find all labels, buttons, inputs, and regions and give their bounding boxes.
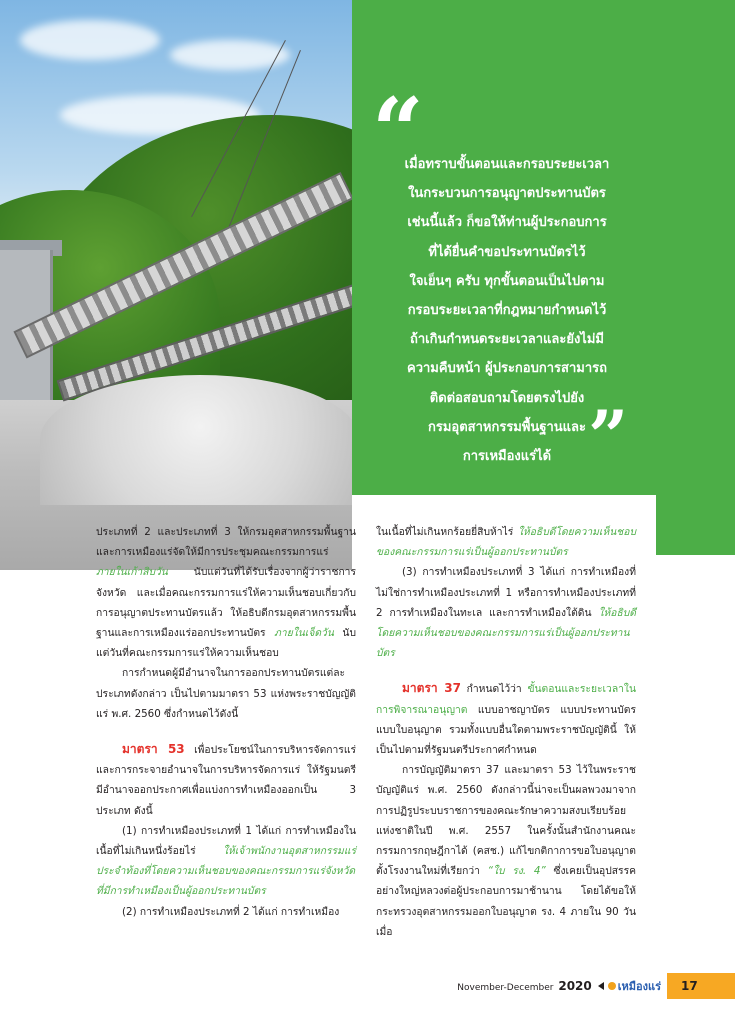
text: การบัญญัติมาตรา 37 และมาตรา 53 ไว้ในพระราชบัญญัติแร่ พ.ศ. 2560 ดังกล่าวนี้น่าจะเป็นผลพวงมาจากการปฏิรูประบบราชการของคณะรักษาความสงบเรียบร้อยแห่งชาติในปี พ.ศ. 2557 ในครั้งนั้นสำนักงานคณะกรรมการกฤษฎีกาได้ (คสช.) แก้ไขกติกาการขอใบอนุญาตตั้งโรงงานใหม่ที่เรียกว่า bbox=[376, 764, 636, 878]
quote-line: การเหมืองแร่ได้ bbox=[462, 449, 552, 465]
section-37 bbox=[376, 678, 636, 760]
close-quote-mark: ” bbox=[588, 395, 629, 478]
page-number: 17 bbox=[667, 973, 735, 999]
triangle-left-icon bbox=[598, 982, 604, 990]
page-footer bbox=[457, 973, 735, 999]
text: ประเภทที่ 2 และประเภทที่ 3 ให้กรมอุตสาหกรรมพื้นฐานและการเหมืองแร่จัดให้มีการประชุมคณะกรรมการแร่ bbox=[96, 526, 356, 559]
highlight-text: ให้อธิบดีโดยความเห็นชอบของคณะกรรมการแร่เป็นผู้ออกประทานบัตร bbox=[376, 526, 636, 559]
list-item bbox=[376, 562, 636, 663]
quarry-photo bbox=[0, 0, 352, 570]
quote-line: เช่นนี้แล้ว ก็ขอให้ท่านผู้ประกอบการ bbox=[407, 215, 607, 231]
highlight-text: “ใบ รง. 4” bbox=[487, 865, 546, 878]
quote-line: เมื่อทราบขั้นตอนและกรอบระยะเวลา bbox=[404, 157, 610, 172]
list-item: (2) การทำเหมืองประเภทที่ 2 ได้แก่ การทำเหมือง bbox=[122, 905, 340, 918]
text: ในเนื้อที่ไม่เกินหกร้อยยี่สิบห้าไร่ bbox=[376, 526, 518, 538]
issue-label bbox=[457, 979, 591, 993]
paragraph bbox=[376, 760, 636, 942]
quote-line: ที่ได้ยื่นคำขอประทานบัตรไว้ bbox=[428, 244, 586, 260]
text: นับแต่วันที่คณะกรรมการแร่ให้ความเห็นชอบ bbox=[96, 627, 356, 660]
quote-line: ติดต่อสอบถามโดยตรงไปยัง bbox=[429, 390, 585, 406]
list-item bbox=[96, 821, 356, 902]
highlight-text: ให้อธิบดีโดยความเห็นชอบของคณะกรรมการแร่เป็นผู้ออกประทานบัตร bbox=[376, 606, 636, 660]
text: นับแต่วันที่ได้รับเรื่องจากผู้ว่าราชการจังหวัด และเมื่อคณะกรรมการแร่ให้ความเห็นชอบเกี่ยวกับการอนุญาตประทานบัตรแล้ว ให้อธิบดีกรมอุตสาหกรรมพื้นฐานและการเหมืองแร่ออกประทานบัตร bbox=[96, 566, 356, 640]
section-53 bbox=[96, 739, 356, 821]
quote-line: ความคืบหน้า ผู้ประกอบการสามารถ bbox=[407, 361, 607, 377]
quote-line: ใจเย็นๆ ครับ ทุกขั้นตอนเป็นไปตาม bbox=[409, 273, 605, 289]
logo-dot-icon bbox=[608, 982, 616, 990]
issue-year: 2020 bbox=[558, 979, 592, 993]
highlight-text: ให้เจ้าพนักงานอุตสาหกรรมแร่ประจำท้องที่โดยความเห็นชอบของคณะกรรมการแร่จังหวัดที่มีการทำเหมืองเป็นผู้ออกประทานบัตร bbox=[96, 845, 356, 898]
panel-tab bbox=[656, 495, 735, 555]
highlight-text: ภายในเก้าสิบวัน bbox=[96, 566, 168, 579]
text: (1) การทำเหมืองประเภทที่ 1 ได้แก่ การทำเหมืองในเนื้อที่ไม่เกินหนึ่งร้อยไร่ bbox=[96, 824, 356, 858]
text: เพื่อประโยชน์ในการบริหารจัดการแร่และการกระจายอำนาจในการบริหารจัดการแร่ ให้รัฐมนตรีมีอำนาจออกประกาศเพื่อแบ่งการทำเหมืองออกเป็น 3 ประเภท ดังนี้ bbox=[96, 744, 356, 817]
highlight-text: ภายในเจ็ดวัน bbox=[274, 627, 334, 640]
quote-line: ถ้าเกินกำหนดระยะเวลาและยังไม่มี bbox=[410, 332, 604, 348]
paragraph bbox=[96, 522, 356, 663]
paragraph: การกำหนดผู้มีอำนาจในการออกประทานบัตรแต่ละประเภทดังกล่าว เป็นไปตามมาตรา 53 แห่งพระราชบัญญัติแร่ พ.ศ. 2560 ซึ่งกำหนดไว้ดังนี้ bbox=[96, 667, 356, 720]
highlight-text: ขั้นตอนและระยะเวลาในการพิจารณาอนุญาต bbox=[376, 683, 636, 716]
issue-month: November-December bbox=[457, 983, 554, 993]
section-heading: มาตรา 37 bbox=[402, 681, 461, 696]
text: (3) การทำเหมืองประเภทที่ 3 ได้แก่ การทำเหมืองที่ไม่ใช่การทำเหมืองประเภทที่ 1 หรือการทำเหมืองประเภทที่ 2 การทำเหมืองในทะเล และการทำเหมืองใต้ดิน bbox=[376, 566, 636, 619]
quote-line: กรมอุตสาหกรรมพื้นฐานและ bbox=[427, 419, 587, 435]
open-quote-mark: “ bbox=[372, 78, 424, 184]
text: ซึ่งเคยเป็นอุปสรรคอย่างใหญ่หลวงต่อผู้ประกอบการมาช้านาน โดยได้ขอให้กระทรวงอุตสาหกรรมออกใบอนุญาต รง. 4 ภายใน 90 วัน เมื่อ bbox=[376, 865, 637, 938]
quote-line: กรอบระยะเวลาที่กฎหมายกำหนดไว้ bbox=[407, 303, 607, 319]
right-column bbox=[376, 522, 636, 942]
paragraph bbox=[376, 522, 636, 562]
text: แบบอาชญาบัตร แบบประทานบัตร แบบใบอนุญาต รวมทั้งแบบอื่นใดตามพระราชบัญญัตินี้ ให้เป็นไปตามที่รัฐมนตรีประกาศกำหนด bbox=[376, 703, 636, 757]
left-column bbox=[96, 522, 356, 922]
section-heading: มาตรา 53 bbox=[122, 742, 185, 757]
text: กำหนดไว้ว่า bbox=[460, 683, 528, 696]
logo-text: เหมืองแร่ bbox=[617, 980, 661, 993]
magazine-logo bbox=[608, 977, 661, 995]
quote-line: ในกระบวนการอนุญาตประทานบัตร bbox=[408, 186, 606, 202]
